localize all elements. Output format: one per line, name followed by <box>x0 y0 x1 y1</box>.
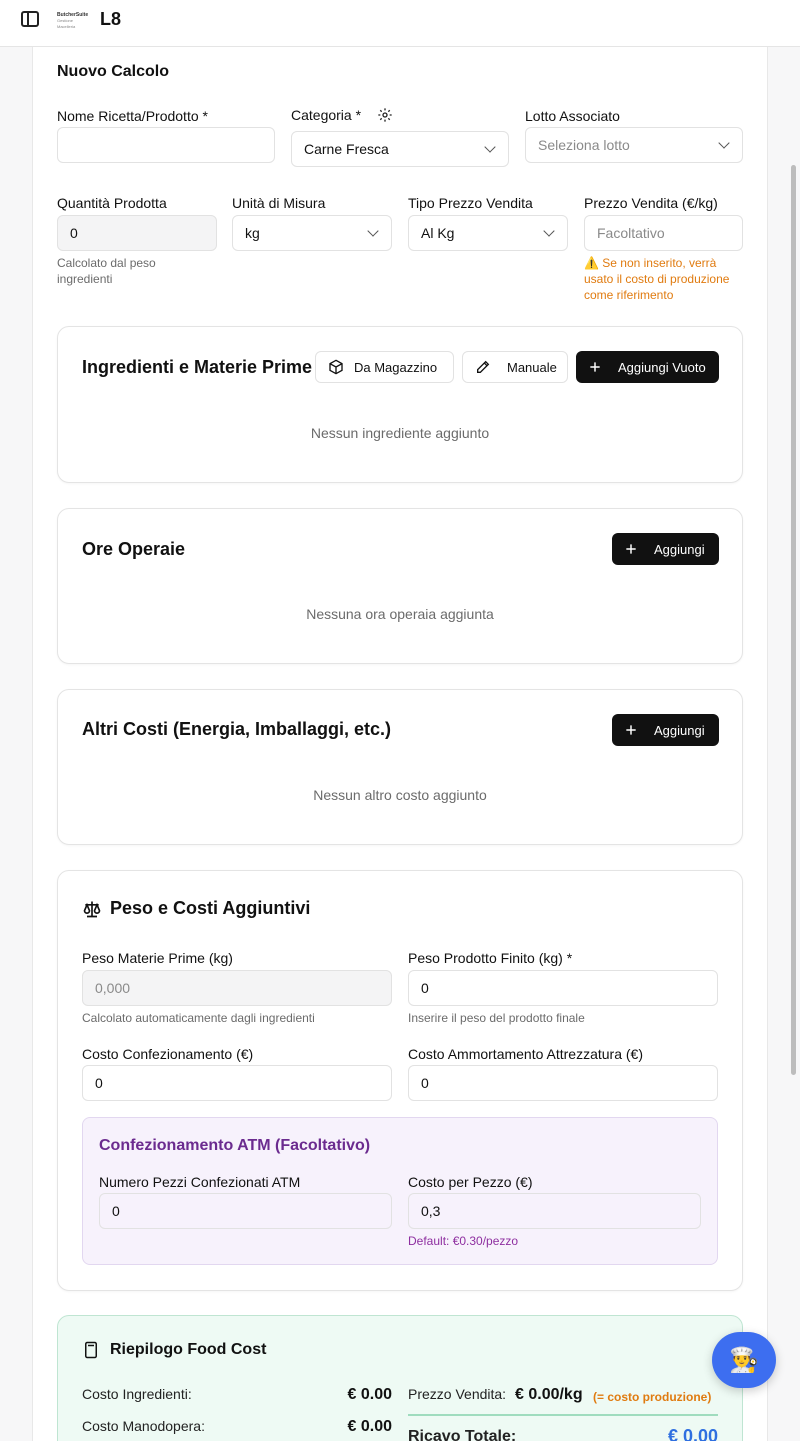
depreciation-input[interactable]: 0 <box>408 1065 718 1101</box>
price-type-value: Al Kg <box>421 225 455 241</box>
ingredients-cost-value: € 0.00 <box>347 1386 392 1403</box>
add-labor-button[interactable] <box>612 533 719 565</box>
raw-weight-input: 0,000 <box>82 970 392 1006</box>
quantity-input: 0 <box>57 215 217 251</box>
sale-price-summary-label: Prezzo Vendita: <box>408 1386 507 1402</box>
sale-price-note: (= costo produzione) <box>593 1390 712 1404</box>
sidebar-toggle-icon[interactable] <box>21 11 39 27</box>
atm-cost-help: Default: €0.30/pezzo <box>408 1234 519 1248</box>
price-type-label: Tipo Prezzo Vendita <box>408 195 533 211</box>
raw-weight-help: Calcolato automaticamente dagli ingredienti <box>82 1011 315 1025</box>
manual-button[interactable] <box>462 351 568 383</box>
finished-weight-help: Inserire il peso del prodotto finale <box>408 1011 585 1025</box>
add-labor-label: Aggiungi <box>654 541 705 557</box>
top-bar <box>0 0 800 47</box>
from-warehouse-label: Da Magazzino <box>354 359 438 375</box>
labor-title: Ore Operaie <box>82 539 186 559</box>
logo-subtext: Gestione Macelleria <box>57 18 76 29</box>
lot-label: Lotto Associato <box>525 108 620 124</box>
packaging-input[interactable]: 0 <box>82 1065 392 1101</box>
sale-price-summary-value: € 0.00/kg <box>515 1386 583 1403</box>
plus-icon <box>588 360 602 374</box>
total-revenue-label: Ricavo Totale: <box>408 1428 517 1441</box>
atm-cost-input[interactable]: 0,3 <box>408 1193 701 1229</box>
sale-price-warning: ⚠️ Se non inserito, verrà usato il costo di produzione come riferimento <box>584 256 730 302</box>
category-value: Carne Fresca <box>304 141 389 157</box>
add-empty-label: Aggiungi Vuoto <box>618 359 706 375</box>
price-type-select[interactable] <box>408 215 568 251</box>
labor-empty-message: Nessuna ora operaia aggiunta <box>306 606 494 622</box>
raw-weight-label: Peso Materie Prime (kg) <box>82 950 233 966</box>
chevron-down-icon <box>367 225 378 236</box>
category-select[interactable] <box>291 131 509 167</box>
labor-cost-label: Costo Manodopera: <box>82 1418 205 1434</box>
chevron-down-icon <box>718 137 729 148</box>
plus-icon <box>624 542 638 556</box>
unit-value: kg <box>245 225 260 241</box>
package-icon <box>328 359 344 375</box>
name-input[interactable] <box>57 127 275 163</box>
chevron-down-icon <box>484 141 495 152</box>
unit-select[interactable] <box>232 215 392 251</box>
packaging-label: Costo Confezionamento (€) <box>82 1046 254 1062</box>
add-other-cost-button[interactable] <box>612 714 719 746</box>
assistant-fab-button[interactable] <box>712 1332 776 1388</box>
ingredients-cost-label: Costo Ingredienti: <box>82 1386 192 1402</box>
logo-text: ButcherSuite <box>57 12 89 18</box>
summary-title: Riepilogo Food Cost <box>110 1341 267 1358</box>
other-costs-title: Altri Costi (Energia, Imballaggi, etc.) <box>82 719 392 739</box>
lot-select[interactable] <box>525 127 743 163</box>
atm-title: Confezionamento ATM (Facoltativo) <box>99 1137 371 1154</box>
sale-price-placeholder: Facoltativo <box>597 225 665 241</box>
scale-icon <box>82 899 102 919</box>
ingredients-empty-message: Nessun ingrediente aggiunto <box>310 425 490 441</box>
unit-label: Unità di Misura <box>232 195 326 211</box>
depreciation-label: Costo Ammortamento Attrezzatura (€) <box>408 1046 643 1062</box>
quantity-help: Calcolato dal peso ingredienti <box>57 256 156 286</box>
finished-weight-label: Peso Prodotto Finito (kg) * <box>408 950 573 966</box>
other-costs-section <box>57 689 743 845</box>
form-title: Nuovo Calcolo <box>57 63 170 80</box>
finished-weight-input[interactable]: 0 <box>408 970 718 1006</box>
scrollbar[interactable] <box>791 165 796 1075</box>
app-title: L8 <box>100 9 122 29</box>
sale-price-input[interactable] <box>584 215 743 251</box>
edit-icon <box>475 359 491 375</box>
quantity-label: Quantità Prodotta <box>57 195 167 211</box>
add-other-cost-label: Aggiungi <box>654 722 705 738</box>
plus-icon <box>624 723 638 737</box>
gear-icon[interactable] <box>377 107 393 123</box>
from-warehouse-button[interactable] <box>315 351 454 383</box>
total-revenue-value: € 0.00 <box>667 1426 718 1441</box>
ingredients-title: Ingredienti e Materie Prime <box>82 357 313 377</box>
category-label: Categoria * <box>291 107 362 123</box>
atm-pieces-label: Numero Pezzi Confezionati ATM <box>99 1174 301 1190</box>
other-costs-empty-message: Nessun altro costo aggiunto <box>313 787 487 803</box>
atm-pieces-input[interactable]: 0 <box>99 1193 392 1229</box>
summary-divider <box>408 1414 718 1416</box>
labor-cost-value: € 0.00 <box>347 1418 392 1435</box>
weight-title: Peso e Costi Aggiuntivi <box>110 898 311 918</box>
sale-price-label: Prezzo Vendita (€/kg) <box>584 195 718 211</box>
name-label: Nome Ricetta/Prodotto * <box>57 108 208 124</box>
atm-cost-label: Costo per Pezzo (€) <box>408 1174 533 1190</box>
calculator-icon <box>82 1341 100 1359</box>
chef-icon: 👨‍🍳 <box>729 1346 759 1374</box>
labor-section <box>57 508 743 664</box>
add-empty-button[interactable] <box>576 351 719 383</box>
lot-placeholder: Seleziona lotto <box>538 137 630 153</box>
ingredients-section <box>57 326 743 483</box>
app-logo <box>57 12 89 29</box>
chevron-down-icon <box>543 225 554 236</box>
manual-label: Manuale <box>507 359 557 375</box>
